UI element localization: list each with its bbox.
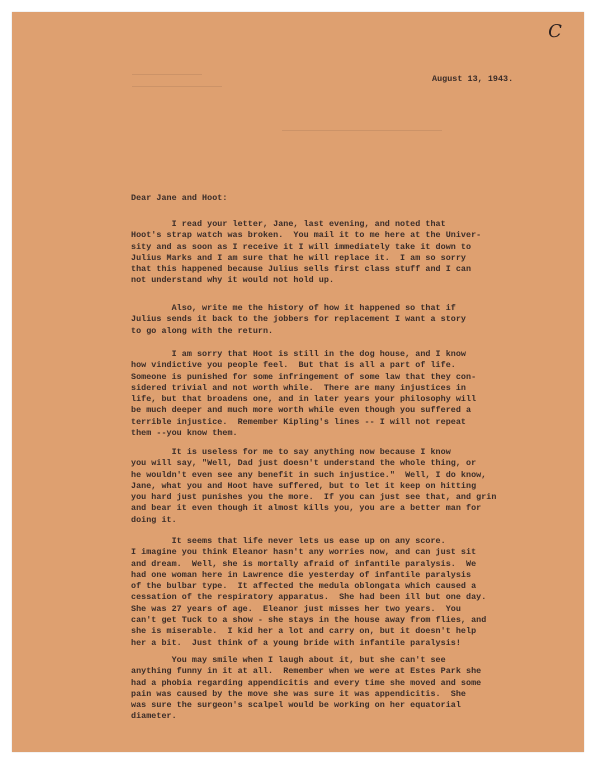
text-line: he wouldn't even see any benefit in such injustice." Well, I do know, (131, 469, 487, 480)
text-line: terrible injustice. Remember Kipling's lines -- I will not repeat (131, 416, 467, 427)
text-line: sidered trivial and not worth while. There are many injustices in (131, 382, 467, 393)
text-line: was sure the surgeon's scalpel would be working on her equatorial (131, 700, 461, 711)
faint-offset-text (132, 86, 222, 87)
text-line: Julius Marks and I am sure that he will replace it. I am so sorry (131, 252, 467, 263)
text-line: pain was caused by the move she was sure it was appendicitis. She (131, 688, 467, 699)
paragraph-smile (131, 655, 551, 723)
text-line: You may smile when I laugh about it, but she can't see (131, 655, 446, 665)
text-line: It seems that life never lets us ease up on any score. (131, 536, 446, 546)
salutation: Dear Jane and Hoot: (131, 193, 228, 203)
paragraph-watch (131, 219, 551, 287)
text-line: Hoot's strap watch was broken. You mail it to me here at the Univer- (131, 230, 482, 241)
text-line: I am sorry that Hoot is still in the dog house, and I know (131, 349, 467, 359)
paragraph-dog-house (131, 349, 551, 439)
paragraph-eleanor (131, 536, 551, 649)
paragraph-history (131, 303, 551, 337)
text-line: anything funny in it at all. Remember when we were at Estes Park she (131, 666, 482, 677)
text-line: I imagine you think Eleanor hasn't any worries now, and can just sit (131, 547, 477, 558)
text-line: It is useless for me to say anything now because I know (131, 447, 451, 457)
text-line: be much deeper and much more worth while even though you suffered a (131, 405, 472, 416)
text-line: them --you know them. (131, 428, 238, 439)
text-line: you will say, "Well, Dad just doesn't understand the whole thing, or (131, 458, 477, 469)
text-line: Julius sends it back to the jobbers for replacement I want a story (131, 314, 467, 325)
text-line: life, but that broadens one, and in later years your philosophy will (131, 394, 477, 405)
faint-offset-text (282, 130, 442, 131)
text-line: how vindictive you people feel. But that is all a part of life. (131, 360, 456, 371)
text-line: you hard just punishes you the more. If you can just see that, and grin (131, 492, 497, 503)
text-line: can't get Tuck to a show - she stays in the house away from flies, and (131, 615, 487, 626)
text-line: I read your letter, Jane, last evening, and noted that (131, 219, 446, 229)
text-line: cessation of the respiratory apparatus. She had been ill but one day. (131, 592, 487, 603)
text-line: and bear it even though it almost kills you, you are a better man for (131, 503, 482, 514)
faint-offset-text (132, 74, 202, 75)
text-line: diameter. (131, 711, 177, 722)
paragraph-useless (131, 447, 551, 526)
text-line: sity and as soon as I receive it I will immediately take it down to (131, 241, 472, 252)
text-line: she is miserable. I kid her a lot and carry on, but it doesn't help (131, 626, 477, 637)
text-line: had a phobia regarding appendicitis and every time she moved and some (131, 677, 482, 688)
text-line: She was 27 years of age. Eleanor just misses her two years. You (131, 603, 461, 614)
text-line: had one woman here in Lawrence die yesterday of infantile paralysis (131, 569, 472, 580)
text-line: Jane, what you and Hoot have suffered, but to let it keep on hitting (131, 480, 477, 491)
text-line: her a bit. Just think of a young bride with infantile paralysis! (131, 637, 461, 648)
text-line: of the bulbar type. It affected the medula oblongata which caused a (131, 581, 477, 592)
corner-mark: C (548, 21, 562, 42)
text-line: doing it. (131, 514, 177, 525)
letter-page (12, 12, 584, 752)
text-line: that this happened because Julius sells first class stuff and I can (131, 264, 472, 275)
text-line: to go along with the return. (131, 325, 274, 336)
text-line: Also, write me the history of how it happened so that if (131, 303, 456, 313)
text-line: and dream. Well, she is mortally afraid of infantile paralysis. We (131, 558, 477, 569)
text-line: not understand why it would not hold up. (131, 275, 335, 286)
letter-date: August 13, 1943. (432, 74, 514, 84)
text-line: Someone is punished for some infringement of some law that they con- (131, 371, 477, 382)
